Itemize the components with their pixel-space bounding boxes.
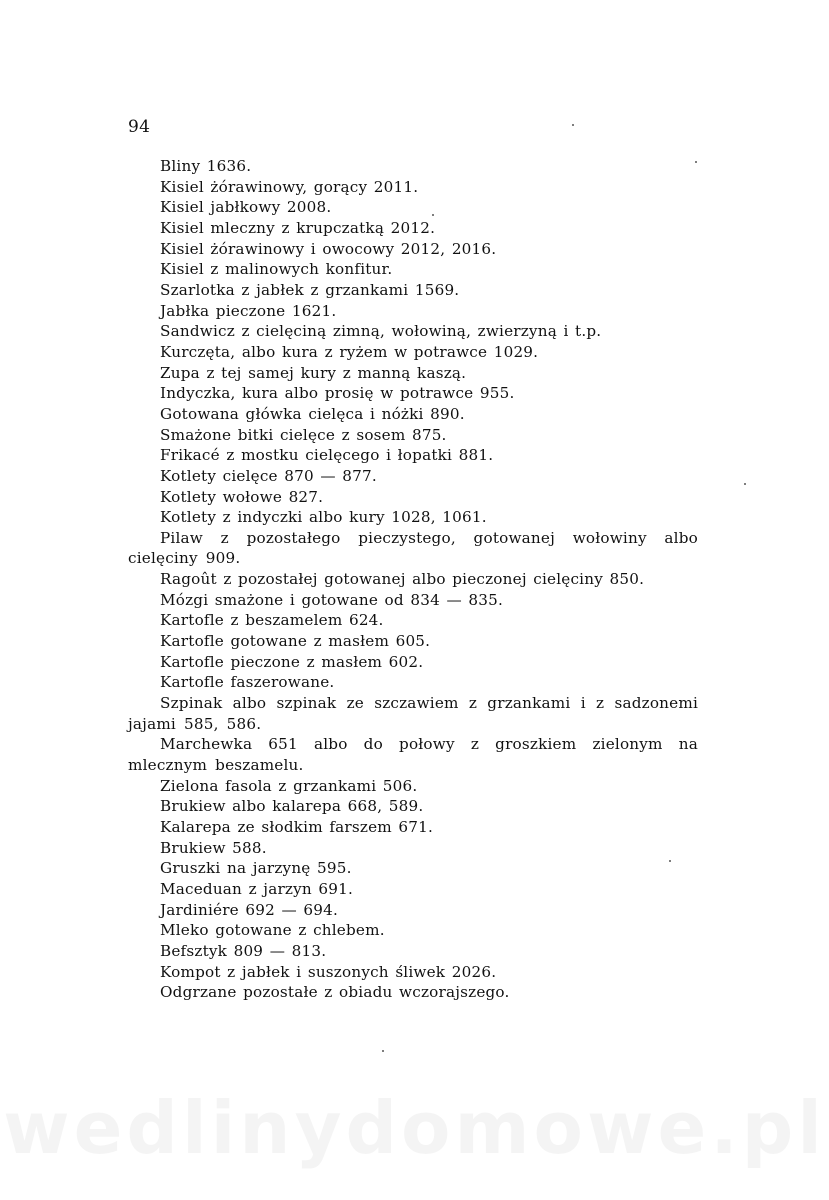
menu-entry: Zielona fasola z grzankami 506.	[160, 776, 418, 795]
menu-entry: Kartofle z beszamelem 624.	[160, 611, 384, 630]
menu-entry: Kalarepa ze słodkim farszem 671.	[160, 818, 434, 836]
menu-entry: Szarlotka z jabłek z grzankami 1569.	[160, 280, 460, 299]
menu-entries-list	[128, 156, 698, 1003]
menu-entry: Kartofle pieczone z masłem 602.	[160, 652, 424, 671]
menu-entry: Kartofle gotowane z masłem 605.	[160, 632, 431, 651]
menu-entry: Kisiel żórawinowy, gorący 2011.	[160, 177, 419, 196]
watermark	[0, 1088, 829, 1168]
scan-speck	[744, 483, 746, 485]
menu-entry: Befsztyk 809 — 813.	[160, 941, 327, 960]
menu-entry: Kotlety z indyczki albo kury 1028, 1061.	[160, 508, 487, 527]
menu-entry: Brukiew 588.	[160, 838, 267, 857]
menu-entry: Kotlety cielęce 870 — 877.	[160, 466, 377, 485]
menu-entry: Jardiniére 692 — 694.	[160, 900, 339, 919]
menu-entry: Ragoût z pozostałej gotowanej albo pieczonej cielęciny 850.	[160, 570, 645, 589]
menu-entry: Kisiel mleczny z krupczatką 2012.	[160, 218, 436, 237]
menu-entry: Sandwicz z cielęciną zimną, wołowiną, zwierzyną i t.p.	[160, 322, 602, 341]
page-number: 94	[128, 117, 151, 137]
menu-entry: Bliny 1636.	[160, 157, 252, 175]
menu-entry: Szpinak albo szpinak ze szczawiem z grzankami i z sadzonemi jajami 585, 586.	[128, 694, 698, 733]
scan-speck	[572, 124, 574, 126]
menu-entry: Frikacé z mostku cielęcego i łopatki 881.	[160, 446, 494, 465]
menu-entry: Kisiel jabłkowy 2008.	[160, 198, 332, 217]
menu-entry: Odgrzane pozostałe z obiadu wczorajszego.	[160, 983, 510, 1002]
menu-entry: Mózgi smażone i gotowane od 834 — 835.	[160, 590, 503, 609]
scan-speck	[382, 1050, 384, 1052]
menu-entry: Maceduan z jarzyn 691.	[160, 879, 354, 898]
menu-entry: Pilaw z pozostałego pieczystego, gotowanej wołowiny albo cielęciny 909.	[128, 528, 698, 568]
menu-entry: Kisiel z malinowych konfitur.	[160, 260, 393, 279]
menu-entry: Smażone bitki cielęce z sosem 875.	[160, 425, 447, 444]
menu-entry: Jabłka pieczone 1621.	[160, 301, 337, 320]
menu-entry: Marchewka 651 albo do połowy z groszkiem zielonym na mlecznym beszamelu.	[128, 735, 698, 775]
menu-entry: Brukiew albo kalarepa 668, 589.	[160, 797, 424, 816]
scan-speck	[432, 214, 434, 216]
scan-speck	[695, 161, 697, 163]
menu-entry: Indyczka, kura albo prosię w potrawce 955.	[160, 384, 515, 403]
menu-entry: Mleko gotowane z chlebem.	[160, 921, 385, 940]
menu-entry: Gotowana główka cielęca i nóżki 890.	[160, 404, 465, 423]
menu-entry: Kisiel żórawinowy i owocowy 2012, 2016.	[160, 239, 497, 258]
menu-entry: Kartofle faszerowane.	[160, 673, 335, 692]
menu-entry: Kompot z jabłek i suszonych śliwek 2026.	[160, 962, 497, 981]
menu-entry: Gruszki na jarzynę 595.	[160, 859, 352, 878]
menu-entry: Kurczęta, albo kura z ryżem w potrawce 1029.	[160, 342, 539, 361]
scan-speck	[669, 860, 671, 862]
menu-entry: Zupa z tej samej kury z manną kaszą.	[160, 363, 467, 382]
menu-entry: Kotlety wołowe 827.	[160, 487, 324, 506]
